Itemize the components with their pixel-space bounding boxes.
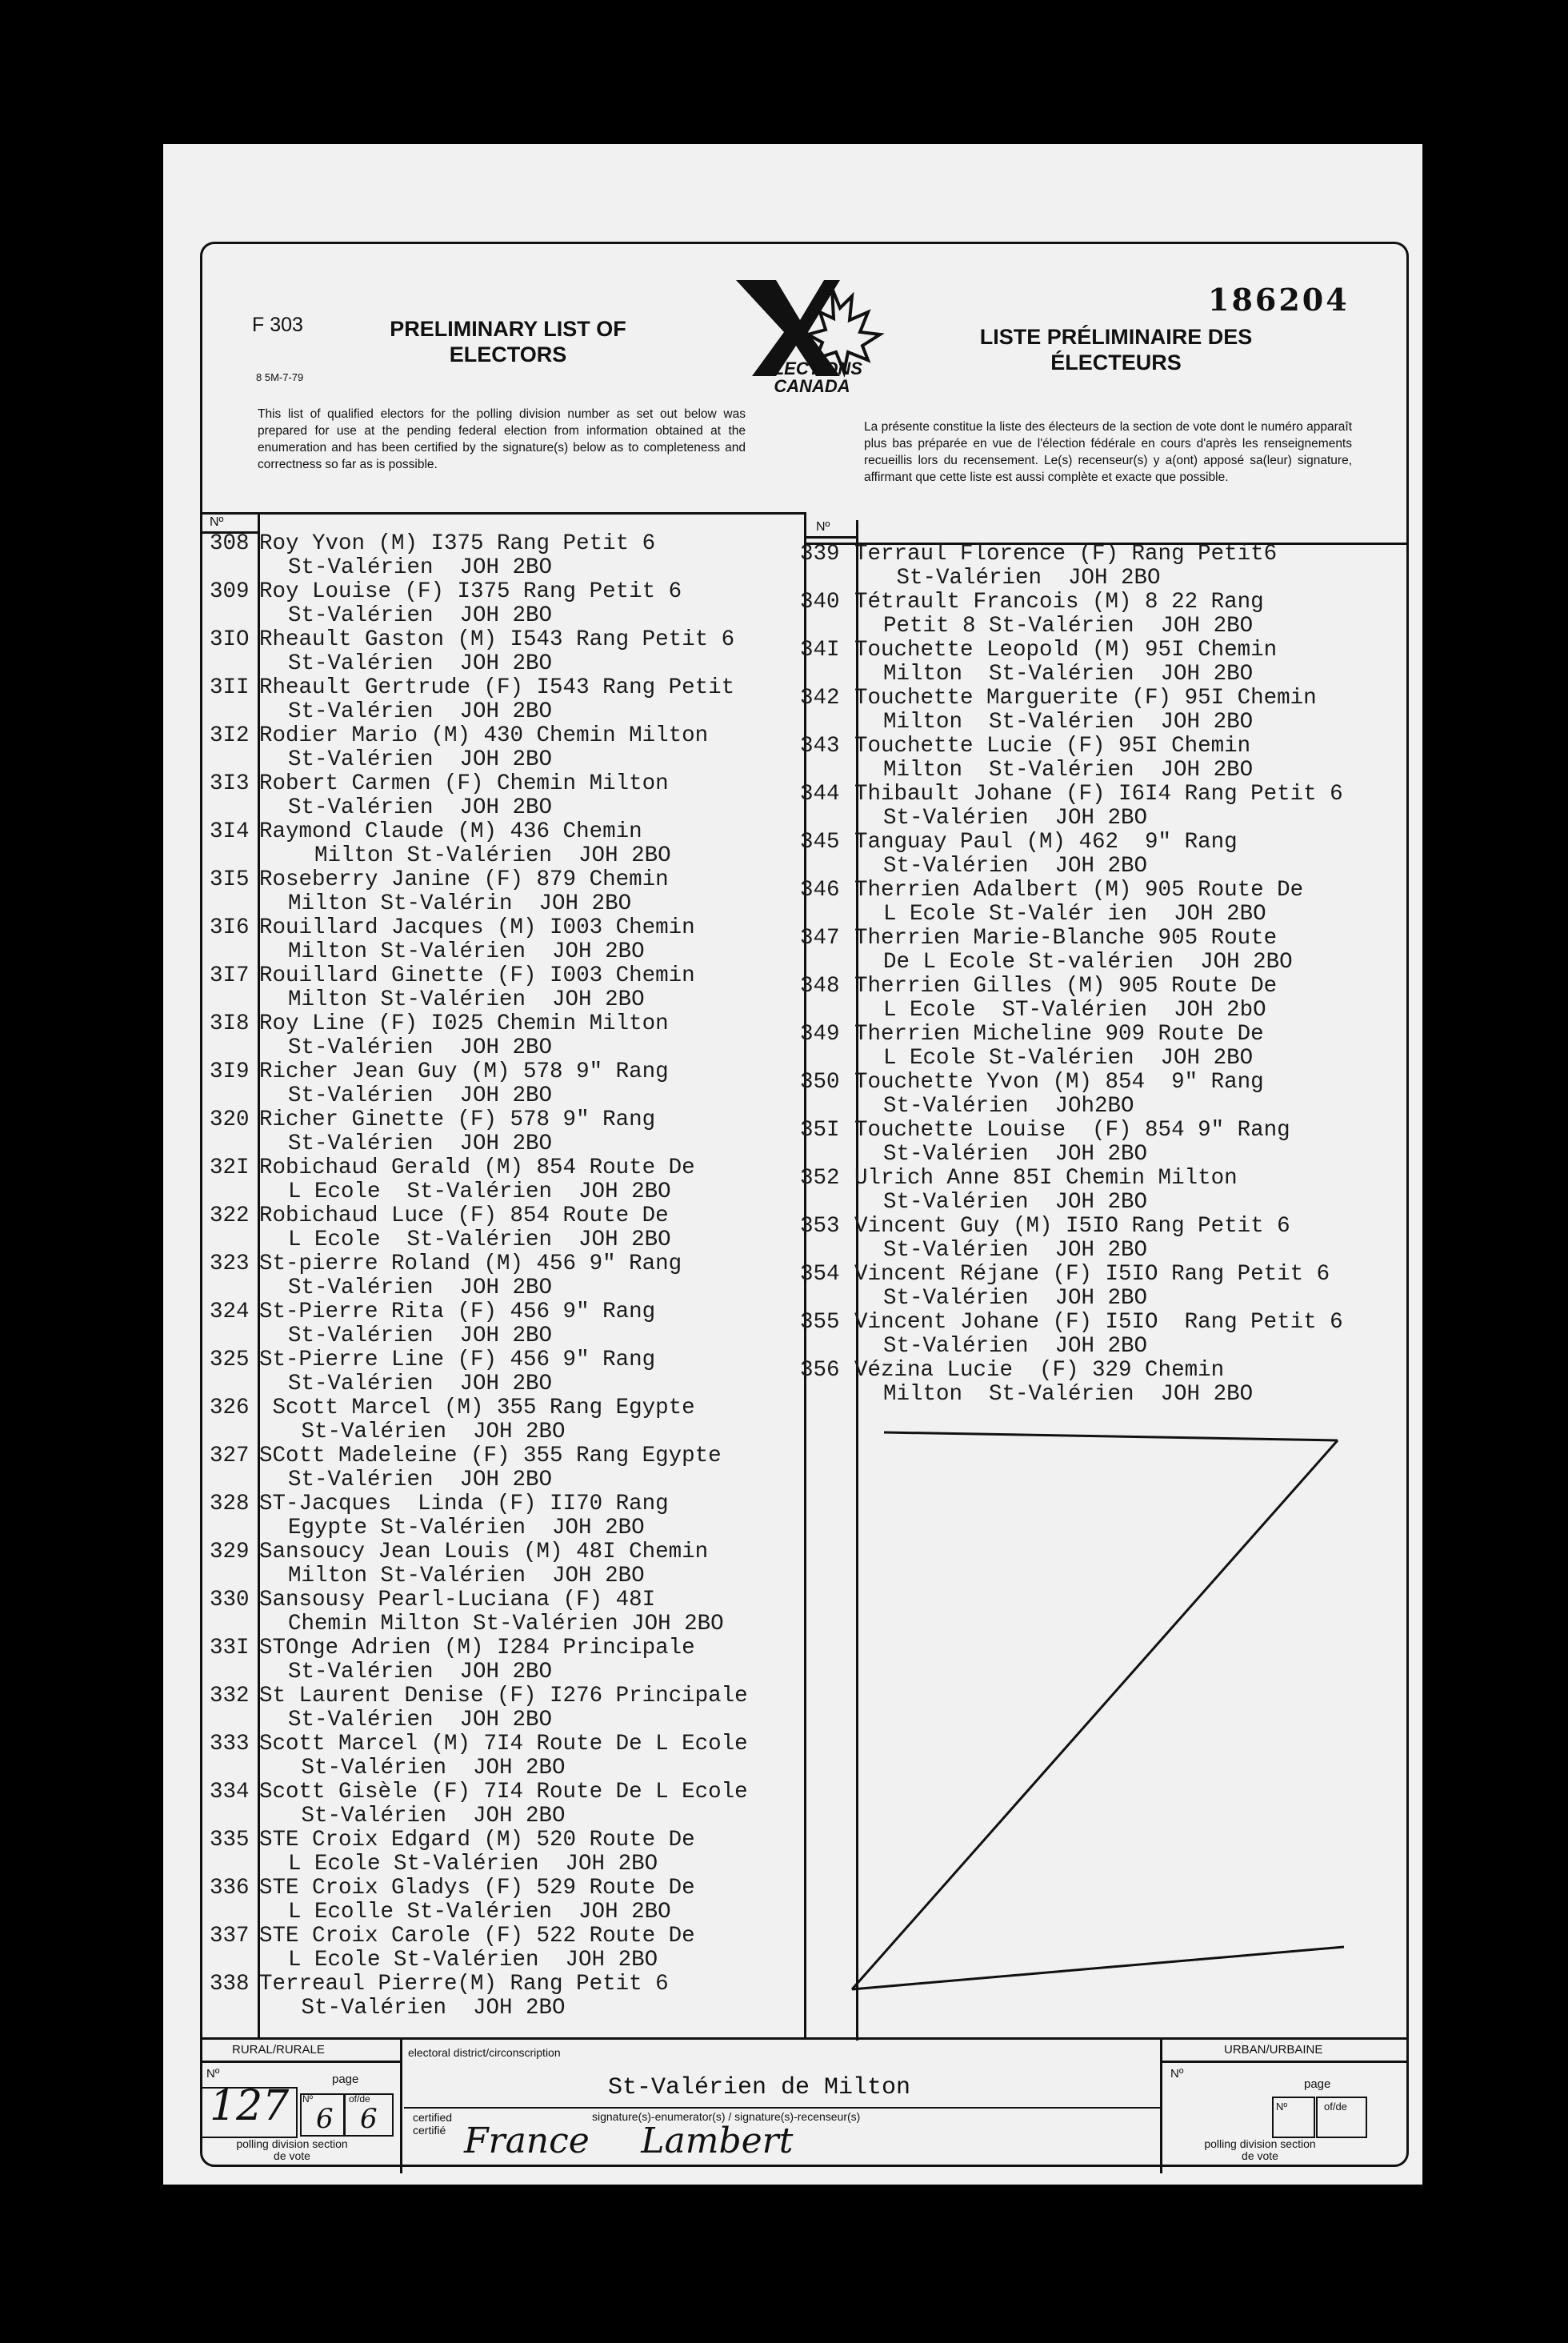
elector-number: 332 <box>210 1684 250 1708</box>
elector-details <box>259 1396 695 1444</box>
elector-line-2: St-Valérien JOH 2BO <box>288 1324 553 1348</box>
elector-line-2: St-Valérien JOH 2BO <box>288 699 553 724</box>
elector-line-2: L Ecole ST-Valérien JOH 2bO <box>883 998 1266 1023</box>
elector-number: 336 <box>210 1876 250 1900</box>
elector-entry <box>210 868 802 916</box>
elector-line-1: Roy Line (F) I025 Chemin Milton <box>259 1011 669 1036</box>
elector-number: 355 <box>800 1310 840 1335</box>
of-label-left: of/de <box>349 2093 370 2105</box>
elector-number: 347 <box>800 926 840 951</box>
elector-line-2: St-Valérien JOH 2BO <box>288 1035 553 1060</box>
footer-top-rule <box>200 2037 1406 2040</box>
elector-number: 3I4 <box>210 819 250 844</box>
elector-number: 323 <box>210 1252 250 1276</box>
signature-2: Lambert <box>641 2121 794 2161</box>
elector-details <box>259 1540 708 1588</box>
elector-entry <box>210 1156 802 1204</box>
elector-line-1: STE Croix Edgard (M) 520 Route De <box>259 1828 695 1852</box>
elector-number: 3I3 <box>210 771 250 796</box>
poll-number: 127 <box>210 2082 290 2130</box>
title-english: PRELIMINARY LIST OF ELECTORS <box>390 317 626 366</box>
signatures <box>464 2121 793 2161</box>
elector-entry <box>210 1348 802 1396</box>
elector-entry <box>210 1876 802 1924</box>
elector-number: 350 <box>800 1070 840 1095</box>
elector-details <box>259 1492 669 1540</box>
no-label-urban: Nº <box>1276 2101 1288 2113</box>
polling-division-right: polling division section de vote <box>1204 2137 1316 2162</box>
elector-number: 338 <box>210 1972 250 1997</box>
elector-entry <box>210 1684 802 1732</box>
elector-number: 339 <box>800 542 840 567</box>
elector-entry <box>210 772 802 820</box>
elector-line-1: Tanguay Paul (M) 462 9" Rang <box>854 830 1238 855</box>
electors-list-right <box>800 543 1408 1407</box>
elector-line-1: STE Croix Carole (F) 522 Route De <box>259 1924 695 1948</box>
elector-details <box>259 1060 669 1108</box>
elector-details <box>854 687 1317 735</box>
elector-number: 3I9 <box>210 1059 250 1084</box>
elector-number: 354 <box>800 1262 840 1287</box>
elector-number: 327 <box>210 1444 250 1468</box>
elector-number: 3I8 <box>210 1011 250 1036</box>
elector-entry <box>210 820 802 868</box>
elector-entry <box>800 543 1408 591</box>
elector-entry <box>210 1492 802 1540</box>
elector-line-1: Vincent Réjane (F) I5IO Rang Petit 6 <box>854 1262 1330 1287</box>
elector-details <box>854 1119 1290 1167</box>
no-label-right: Nº <box>1170 2067 1184 2081</box>
elector-entry <box>210 1828 802 1876</box>
elector-number: 333 <box>210 1732 250 1756</box>
elector-line-2: Milton St-Valérien JOH 2BO <box>288 939 645 964</box>
elector-entry <box>800 1023 1408 1071</box>
footer-right-divider <box>1160 2037 1162 2173</box>
signature-label: signature(s)-enumerator(s) / signature(s)-recenseur(s) <box>592 2110 861 2123</box>
elector-line-2: St-Valérien JOH 2BO <box>288 1996 566 2021</box>
elector-entry <box>800 1071 1408 1119</box>
elector-line-1: Thibault Johane (F) I6I4 Rang Petit 6 <box>854 782 1343 807</box>
elector-number: 3I5 <box>210 867 250 892</box>
elector-line-1: Robichaud Luce (F) 854 Route De <box>259 1204 669 1228</box>
page-label-right: page <box>1304 2077 1331 2091</box>
elector-line-2: St-Valérien JOH 2BO <box>288 795 553 820</box>
elector-line-1: Vincent Johane (F) I5IO Rang Petit 6 <box>854 1310 1343 1335</box>
elector-details <box>854 1215 1290 1263</box>
elector-number: 345 <box>800 830 840 855</box>
elector-line-1: Touchette Louise (F) 854 9" Rang <box>854 1118 1290 1143</box>
elector-details <box>854 1359 1253 1407</box>
elector-entry <box>210 628 802 676</box>
elector-line-2: St-Valérien JOh2BO <box>883 1094 1134 1119</box>
elector-line-1: Therrien Micheline 909 Route De <box>854 1022 1264 1047</box>
elector-details <box>854 831 1238 879</box>
elector-number: 349 <box>800 1022 840 1047</box>
elector-number: 34I <box>800 638 840 663</box>
elector-entry <box>210 1924 802 1973</box>
elector-entry <box>800 687 1408 735</box>
elector-line-1: Rodier Mario (M) 430 Chemin Milton <box>259 723 709 748</box>
elector-number: 340 <box>800 590 840 615</box>
elector-entry <box>800 591 1408 639</box>
elector-line-2: Milton St-Valérien JOH 2BO <box>883 758 1254 783</box>
district-underline <box>404 2107 1160 2109</box>
no-label-left: Nº <box>206 2067 220 2081</box>
certified-label: certified certifié <box>413 2111 453 2137</box>
elector-entry <box>800 1263 1408 1311</box>
elector-line-1: Therrien Marie-Blanche 905 Route <box>854 926 1278 951</box>
elector-line-1: Scott Marcel (M) 355 Rang Egypte <box>259 1396 695 1420</box>
elector-entry <box>800 927 1408 975</box>
elector-entry <box>210 724 802 772</box>
elector-details <box>259 820 671 868</box>
form-code: F 303 <box>252 314 303 336</box>
elector-line-1: Richer Jean Guy (M) 578 9" Rang <box>259 1059 669 1084</box>
elector-line-1: Robert Carmen (F) Chemin Milton <box>259 771 669 796</box>
polling-division-left: polling division section de vote <box>236 2137 348 2162</box>
no-label-page: Nº <box>302 2093 314 2105</box>
elector-entry <box>210 1636 802 1684</box>
elector-entry <box>210 1300 802 1348</box>
elector-details <box>259 580 682 628</box>
elector-details <box>854 591 1264 639</box>
elector-details <box>259 1252 682 1300</box>
strike-through-z <box>848 1424 1360 2001</box>
elector-details <box>854 879 1303 927</box>
elector-entry <box>210 1108 802 1156</box>
elector-line-1: SCott Madeleine (F) 355 Rang Egypte <box>259 1444 722 1468</box>
no-header-left: Nº <box>210 515 224 529</box>
elector-line-2: St-Valérien JOH 2BO <box>288 1420 566 1444</box>
elector-line-1: Terreaul Pierre(M) Rang Petit 6 <box>259 1972 669 1997</box>
elector-line-1: St Laurent Denise (F) I276 Principale <box>259 1684 748 1708</box>
elector-line-2: St-Valérien JOH 2BO <box>288 555 553 580</box>
elector-number: 324 <box>210 1300 250 1324</box>
elector-entry <box>210 1204 802 1252</box>
elector-line-1: Raymond Claude (M) 436 Chemin <box>259 819 642 844</box>
title-french: LISTE PRÉLIMINAIRE DES ÉLECTEURS <box>979 325 1253 374</box>
elector-line-1: Therrien Adalbert (M) 905 Route De <box>854 878 1304 903</box>
elector-number: 320 <box>210 1107 250 1132</box>
elector-line-1: Tétrault Francois (M) 8 22 Rang <box>854 590 1264 615</box>
header-rule <box>200 512 806 515</box>
page-number: 6 <box>316 2103 334 2135</box>
elector-entry <box>800 735 1408 783</box>
elector-line-2: Milton St-Valérien JOH 2BO <box>883 710 1254 735</box>
of-label-right: of/de <box>1324 2101 1347 2113</box>
elector-details <box>854 639 1277 687</box>
elector-line-2: Petit 8 St-Valérien JOH 2BO <box>883 614 1254 639</box>
urban-label: URBAN/URBAINE <box>1224 2043 1323 2057</box>
elector-details <box>259 724 708 772</box>
elector-entry <box>210 1444 802 1492</box>
elector-entry <box>800 783 1408 831</box>
elector-line-1: Scott Gisèle (F) 7I4 Route De L Ecole <box>259 1780 748 1804</box>
elector-details <box>259 676 734 724</box>
elector-details <box>854 975 1277 1023</box>
elector-entry <box>800 1119 1408 1167</box>
elector-details <box>259 1300 655 1348</box>
elector-line-1: Rouillard Ginette (F) I003 Chemin <box>259 963 695 988</box>
elector-line-1: ST-Jacques Linda (F) II70 Rang <box>259 1492 669 1516</box>
elector-line-2: St-Valérien JOH 2BO <box>288 1756 566 1780</box>
elector-entry <box>800 1215 1408 1263</box>
elector-line-2: L Ecole St-Valérien JOH 2BO <box>288 1948 658 1973</box>
elector-line-1: Rouillard Jacques (M) I003 Chemin <box>259 915 695 940</box>
footer-left-divider <box>400 2037 402 2173</box>
elector-number: 3IO <box>210 627 250 652</box>
page-total: 6 <box>360 2103 378 2135</box>
elector-entry <box>210 1780 802 1828</box>
elector-details <box>854 1023 1264 1071</box>
elector-details <box>259 1348 655 1396</box>
elector-entry <box>210 1732 802 1780</box>
elector-line-2: St-Valérien JOH 2BO <box>288 1660 553 1684</box>
district-value: St-Valérien de Milton <box>608 2074 911 2101</box>
elections-canada-logo <box>720 272 888 400</box>
elector-details <box>259 1204 671 1252</box>
elector-line-2: St-Valérien JOH 2BO <box>288 1083 553 1108</box>
elector-entry <box>210 1396 802 1444</box>
elector-details <box>259 1444 722 1492</box>
elector-details <box>259 868 669 916</box>
elector-details <box>259 1973 669 2021</box>
no-header-right: Nº <box>816 520 830 534</box>
elector-entry <box>210 1588 802 1636</box>
elector-line-1: STE Croix Gladys (F) 529 Route De <box>259 1876 695 1900</box>
serial-number: 186204 <box>1208 282 1350 318</box>
elector-line-1: Robichaud Gerald (M) 854 Route De <box>259 1155 695 1180</box>
rural-label: RURAL/RURALE <box>232 2043 325 2057</box>
elector-line-2: Milton St-Valérin JOH 2BO <box>288 891 632 916</box>
elector-line-1: Ulrich Anne 85I Chemin Milton <box>854 1166 1238 1191</box>
elector-entry <box>210 916 802 964</box>
elector-line-2: St-Valérien JOH 2BO <box>288 603 553 628</box>
elector-line-1: Sansoucy Jean Louis (M) 48I Chemin <box>259 1540 709 1564</box>
electors-list-left <box>210 532 802 2021</box>
elector-entry <box>210 1973 802 2021</box>
elector-line-1: St-pierre Roland (M) 456 9" Rang <box>259 1252 682 1276</box>
elector-number: 3I7 <box>210 963 250 988</box>
elector-details <box>259 1924 695 1973</box>
elector-line-1: St-Pierre Line (F) 456 9" Rang <box>259 1348 656 1372</box>
elector-number: 335 <box>210 1828 250 1852</box>
elector-line-1: Touchette Yvon (M) 854 9" Rang <box>854 1070 1264 1095</box>
elector-number: 329 <box>210 1540 250 1564</box>
elector-line-2: De L Ecole St-valérien JOH 2BO <box>883 950 1293 975</box>
elector-details <box>259 916 695 964</box>
elector-number: 343 <box>800 734 840 759</box>
elector-entry <box>800 1167 1408 1215</box>
elector-line-1: Scott Marcel (M) 7I4 Route De L Ecole <box>259 1732 748 1756</box>
elector-line-2: St-Valérien JOH 2BO <box>883 1190 1148 1215</box>
elector-line-2: Milton St-Valérien JOH 2BO <box>883 1382 1254 1407</box>
elector-line-2: Egypte St-Valérien JOH 2BO <box>288 1516 645 1540</box>
elector-line-2: St-Valérien JOH 2BO <box>288 1708 553 1732</box>
elector-number: 346 <box>800 878 840 903</box>
elector-details <box>259 1732 748 1780</box>
elector-details <box>854 1263 1330 1311</box>
page-label-left: page <box>332 2073 359 2086</box>
elector-number: 309 <box>210 579 250 604</box>
elector-details <box>854 1071 1264 1119</box>
elector-line-1: Touchette Marguerite (F) 95I Chemin <box>854 686 1317 711</box>
elector-entry <box>800 831 1408 879</box>
elector-number: 328 <box>210 1492 250 1516</box>
footer-rule-2-right <box>1160 2061 1406 2063</box>
elector-line-2: St-Valérien JOH 2BO <box>288 1372 553 1396</box>
elector-entry <box>210 1540 802 1588</box>
elector-line-1: Vincent Guy (M) I5IO Rang Petit 6 <box>854 1214 1290 1239</box>
elector-line-2: St-Valérien JOH 2BO <box>288 1468 553 1492</box>
elector-line-2: St-Valérien JOH 2BO <box>883 566 1161 591</box>
signature-1: France <box>464 2121 590 2161</box>
elector-details <box>259 772 669 820</box>
elector-number: 3II <box>210 675 250 700</box>
elector-line-1: Touchette Leopold (M) 95I Chemin <box>854 638 1278 663</box>
elector-number: 342 <box>800 686 840 711</box>
elector-number: 326 <box>210 1396 250 1420</box>
elector-details <box>259 1684 748 1732</box>
elector-line-2: Milton St-Valérien JOH 2BO <box>288 1564 645 1588</box>
elector-line-1: Rheault Gaston (M) I543 Rang Petit 6 <box>259 627 735 652</box>
elector-details <box>259 1636 695 1684</box>
elector-entry <box>800 1311 1408 1359</box>
elector-entry <box>800 639 1408 687</box>
elector-line-2: St-Valérien JOH 2BO <box>288 1276 553 1300</box>
elector-line-2: St-Valérien JOH 2BO <box>288 1131 553 1156</box>
elector-details <box>259 1156 695 1204</box>
elector-number: 353 <box>800 1214 840 1239</box>
elector-number: 348 <box>800 974 840 999</box>
elector-line-2: St-Valérien JOH 2BO <box>883 854 1148 879</box>
elector-line-1: Therrien Gilles (M) 905 Route De <box>854 974 1278 999</box>
elector-entry <box>210 1012 802 1060</box>
elector-entry <box>210 532 802 580</box>
elector-line-2: Milton St-Valérien JOH 2BO <box>883 662 1254 687</box>
elector-number: 3I6 <box>210 915 250 940</box>
elector-line-1: Rheault Gertrude (F) I543 Rang Petit <box>259 675 735 700</box>
elector-number: 337 <box>210 1924 250 1948</box>
intro-english: This list of qualified electors for the polling division number as set out below was prepared for use at the pending federal election from information obtained at the enumeration and has been certified by the signature(s) below as to completeness and correctness so far as is possible. <box>258 407 746 471</box>
elector-line-1: St-Pierre Rita (F) 456 9" Rang <box>259 1300 656 1324</box>
elector-line-2: L Ecole St-Valér ien JOH 2BO <box>883 902 1266 927</box>
footer-rule-2 <box>200 2061 402 2063</box>
logo-text: ELECTIONS CANADA <box>762 358 862 396</box>
elector-line-1: Roy Louise (F) I375 Rang Petit 6 <box>259 579 682 604</box>
elector-details <box>854 783 1343 831</box>
elector-number: 325 <box>210 1348 250 1372</box>
form-subcode: 8 5M-7-79 <box>256 371 304 383</box>
elector-details <box>259 1828 695 1876</box>
elector-line-2: L Ecolle St-Valérien JOH 2BO <box>288 1900 671 1924</box>
elector-line-2: St-Valérien JOH 2BO <box>883 1286 1148 1311</box>
elector-number: 344 <box>800 782 840 807</box>
elector-number: 356 <box>800 1358 840 1383</box>
elector-number: 308 <box>210 531 250 556</box>
elector-line-2: Chemin Milton St-Valérien JOH 2BO <box>288 1612 724 1636</box>
elector-number: 35I <box>800 1118 840 1143</box>
elector-number: 334 <box>210 1780 250 1804</box>
elector-line-2: Milton St-Valérien JOH 2BO <box>288 987 645 1012</box>
elector-line-1: Roseberry Janine (F) 879 Chemin <box>259 867 669 892</box>
elector-entry <box>800 975 1408 1023</box>
elector-details <box>259 1588 724 1636</box>
district-label: electoral district/circonscription <box>408 2046 561 2059</box>
elector-number: 330 <box>210 1588 250 1612</box>
elector-line-2: Milton St-Valérien JOH 2BO <box>288 843 671 868</box>
elector-entry <box>210 1060 802 1108</box>
elector-line-1: Richer Ginette (F) 578 9" Rang <box>259 1107 656 1132</box>
elector-line-2: L Ecole St-Valérien JOH 2BO <box>288 1228 671 1252</box>
elector-line-2: St-Valérien JOH 2BO <box>288 651 553 676</box>
elector-details <box>259 964 695 1012</box>
elector-line-1: Vézina Lucie (F) 329 Chemin <box>854 1358 1225 1383</box>
elector-line-2: L Ecole St-Valérien JOH 2BO <box>883 1046 1254 1071</box>
elector-entry <box>210 580 802 628</box>
elector-line-2: St-Valérien JOH 2BO <box>883 1238 1148 1263</box>
elector-details <box>854 543 1277 591</box>
elector-line-2: L Ecole St-Valérien JOH 2BO <box>288 1852 658 1876</box>
elector-details <box>259 1108 655 1156</box>
elector-entry <box>800 1359 1408 1407</box>
elector-details <box>854 1167 1238 1215</box>
elector-line-2: St-Valérien JOH 2BO <box>288 1804 566 1828</box>
intro-french: La présente constitue la liste des électeurs de la section de vote dont le numéro apparaît plus bas préparée en vue de l'élection fédérale en cours d'après les renseignements recueillis lors du recensement. Le(s) recenseur(s) y a(ont) apposé sa(leur) signature, affirmant que cette liste est aussi complète et exacte que possible. <box>864 420 1352 484</box>
elector-entry <box>210 1252 802 1300</box>
elector-entry <box>800 879 1408 927</box>
elector-number: 3I2 <box>210 723 250 748</box>
elector-number: 32I <box>210 1155 250 1180</box>
elector-line-1: STOnge Adrien (M) I284 Principale <box>259 1636 695 1660</box>
no-header-underline-right <box>804 536 858 539</box>
elector-details <box>259 1012 669 1060</box>
elector-details <box>259 1876 695 1924</box>
elector-details <box>854 1311 1343 1359</box>
elector-details <box>259 1780 748 1828</box>
elector-line-1: Terraul Florence (F) Rang Petit6 <box>854 542 1278 567</box>
elector-details <box>259 628 734 676</box>
elector-details <box>854 735 1253 783</box>
elector-number: 322 <box>210 1204 250 1228</box>
elector-details <box>259 532 655 580</box>
elector-line-2: St-Valérien JOH 2BO <box>288 747 553 772</box>
elector-number: 352 <box>800 1166 840 1191</box>
elector-line-2: St-Valérien JOH 2BO <box>883 806 1148 831</box>
elector-number: 33I <box>210 1636 250 1660</box>
elector-line-1: Touchette Lucie (F) 95I Chemin <box>854 734 1251 759</box>
elector-line-1: Roy Yvon (M) I375 Rang Petit 6 <box>259 531 656 556</box>
elector-entry <box>210 676 802 724</box>
elector-line-1: Sansousy Pearl-Luciana (F) 48I <box>259 1588 656 1612</box>
elector-line-2: St-Valérien JOH 2BO <box>883 1142 1148 1167</box>
elector-line-2: St-Valérien JOH 2BO <box>883 1334 1148 1359</box>
elector-line-2: L Ecole St-Valérien JOH 2BO <box>288 1180 671 1204</box>
elector-details <box>854 927 1293 975</box>
elector-entry <box>210 964 802 1012</box>
